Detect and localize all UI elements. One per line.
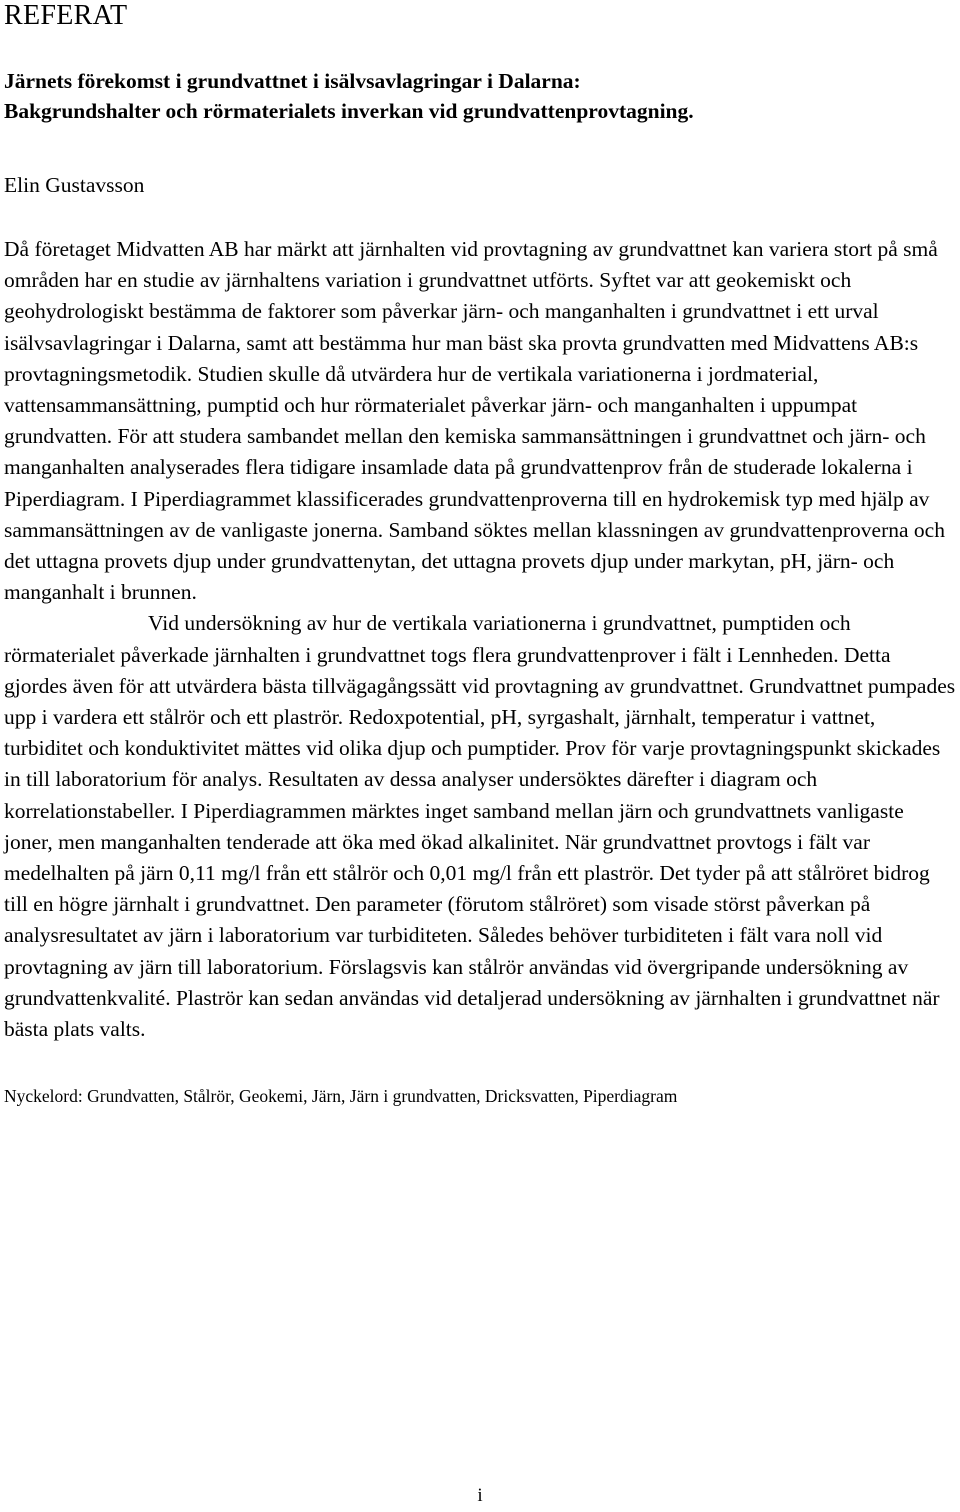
thesis-title-line-1: Järnets förekomst i grundvattnet i isälvsavlagringar i Dalarna:	[4, 69, 581, 93]
section-heading: REFERAT	[4, 0, 128, 31]
thesis-title	[4, 66, 956, 126]
abstract-paragraph-1: Då företaget Midvatten AB har märkt att järnhalten vid provtagning av grundvattnet kan variera stort på små områden har en studie av järnhaltens variation i grundvattnet utförts. Syftet var att geokemiskt och geohydrologiskt bestämma de faktorer som påverkar järn- och manganhalten i grundvattnet i ett urval isälvsavlagringar i Dalarna, samt att bestämma hur man bäst ska provta grundvatten med Midvattens AB:s provtagningsmetodik. Studien skulle då utvärdera hur de vertikala variationerna i jordmaterial, vattensammansättning, pumptid och hur rörmaterialet påverkar järn- och manganhalten i uppumpat grundvatten. För att studera sambandet mellan den kemiska sammansättningen i grundvattnet och järn- och manganhalten analyserades flera tidigare insamlade data på grundvattenprov från de studerade lokalerna i Piperdiagram. I Piperdiagrammet klassificerades grundvattenproverna till en hydrokemisk typ med hjälp av sammansättningen av de vanligaste jonerna. Samband söktes mellan klassningen av grundvattenproverna och det uttagna provets djup under grundvattenytan, det uttagna provets djup under markytan, pH, järn- och manganhalt i brunnen.	[4, 237, 945, 605]
author-name: Elin Gustavsson	[4, 173, 145, 197]
thesis-title-line-2: Bakgrundshalter och rörmaterialets inverkan vid grundvattenprovtagning.	[4, 99, 694, 123]
page-number: i	[477, 1485, 483, 1506]
document-page	[4, 0, 956, 1108]
abstract-body	[4, 234, 956, 1045]
keywords: Nyckelord: Grundvatten, Stålrör, Geokemi, Järn, Järn i grundvatten, Dricksvatten, Piperdiagram	[4, 1086, 678, 1107]
abstract-paragraph-2: Vid undersökning av hur de vertikala variationerna i grundvattnet, pumptiden och rörmaterialet påverkade järnhalten i grundvattnet togs flera grundvattenprover i fält i Lennheden. Detta gjordes även för att utvärdera bästa tillvägagångssätt vid provtagning av grundvattnet. Grundvattnet pumpades upp i vardera ett stålrör och ett plaströr. Redoxpotential, pH, syrgashalt, järnhalt, temperatur i vattnet, turbiditet och konduktivitet mättes vid olika djup och pumptider. Prov för varje provtagningspunkt skickades in till laboratorium för analys. Resultaten av dessa analyser undersöktes därefter i diagram och korrelationstabeller. I Piperdiagrammen märktes inget samband mellan järn och grundvattnets vanligaste joner, men manganhalten tenderade att öka med ökad alkalinitet. När grundvattnet provtogs i fält var medelhalten på järn 0,11 mg/l från ett stålrör och 0,01 mg/l från ett plaströr. Det tyder på att stålröret bidrog till en högre järnhalt i grundvattnet. Den parameter (förutom stålröret) som visade störst påverkan på analysresultatet av järn i laboratorium var turbiditeten. Således behöver turbiditeten i fält vara noll vid provtagning av järn till laboratorium. Förslagsvis kan stålrör användas vid övergripande undersökning av grundvattenkvalité. Plaströr kan sedan användas vid detaljerad undersökning av järnhalten i grundvattnet när bästa plats valts.	[4, 611, 956, 1042]
abstract-paragraph-2-wrapper	[4, 608, 956, 1045]
